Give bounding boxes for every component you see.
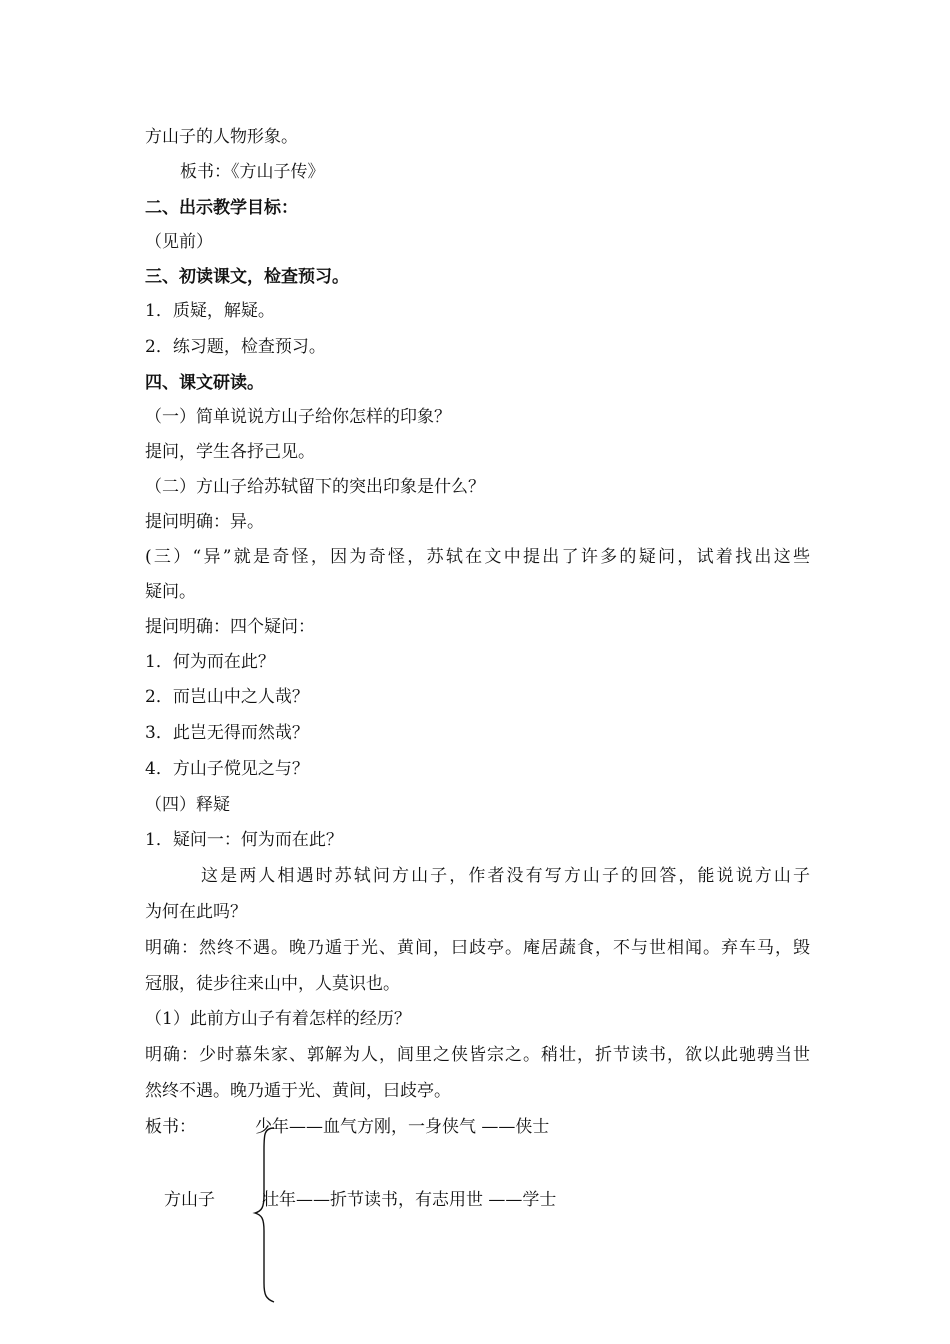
board-subject: 方山子: [164, 1190, 215, 1210]
list-item: 1．疑问一：何为而在此？: [145, 830, 343, 850]
text-line: 然终不遇。晚乃遁于光、黄间，曰歧亭。: [145, 1081, 451, 1101]
list-item: 1．质疑，解疑。: [145, 301, 275, 321]
list-item: 2．练习题，检查预习。: [145, 337, 326, 357]
board-label: 板书：: [145, 1117, 196, 1137]
section-heading: 二、出示教学目标：: [145, 198, 298, 218]
text-line: 提问，学生各抒己见。: [145, 442, 315, 462]
text-line: 疑问。: [145, 582, 196, 602]
text-line: 冠服，徒步往来山中，人莫识也。: [145, 974, 400, 994]
text-line: 明确：少时慕朱家、郭解为人，闾里之侠皆宗之。稍壮，折节读书，欲以此驰骋当世: [145, 1045, 810, 1065]
text-line: 为何在此吗？: [145, 902, 247, 922]
list-item: 4．方山子傥见之与？: [145, 759, 309, 779]
subsection-line: （二）方山子给苏轼留下的突出印象是什么？: [145, 477, 485, 497]
list-item: 3．此岂无得而然哉？: [145, 723, 309, 743]
list-item: 1．何为而在此？: [145, 652, 275, 672]
list-item: 2．而岂山中之人哉？: [145, 687, 309, 707]
text-line: （见前）: [145, 232, 213, 252]
subsection-line: （一）简单说说方山子给你怎样的印象？: [145, 407, 451, 427]
text-line: 这是两人相遇时苏轼问方山子，作者没有写方山子的回答，能说说方山子: [201, 866, 810, 886]
subsection-line: （四）释疑: [145, 795, 230, 815]
board-row: 壮年——折节读书，有志用世 ——学士: [262, 1190, 557, 1210]
board-title-line: 板书：《方山子传》: [180, 162, 325, 182]
text-line: 提问明确：异。: [145, 512, 264, 532]
section-heading: 三、初读课文，检查预习。: [145, 267, 349, 287]
text-line: (三）“异”就是奇怪，因为奇怪，苏轼在文中提出了许多的疑问，试着找出这些: [145, 547, 810, 567]
text-line: 提问明确：四个疑问：: [145, 617, 315, 637]
board-row: 少年——血气方刚，一身侠气 ——侠士: [255, 1117, 550, 1137]
section-heading: 四、课文研读。: [145, 373, 264, 393]
curly-brace-icon: [250, 1125, 280, 1305]
text-line: 方山子的人物形象。: [145, 127, 298, 147]
text-line: 明确：然终不遇。晚乃遁于光、黄间，曰歧亭。庵居蔬食，不与世相闻。弃车马，毁: [145, 938, 810, 958]
subsection-line: （1）此前方山子有着怎样的经历？: [145, 1009, 411, 1029]
